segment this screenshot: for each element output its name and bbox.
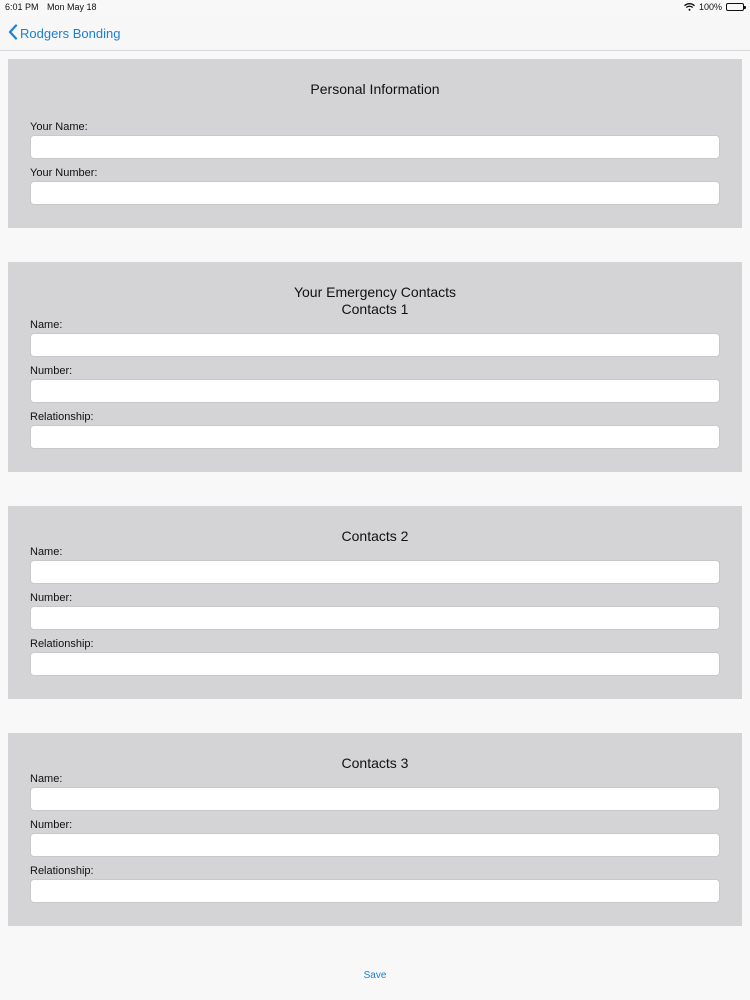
- status-date: Mon May 18: [47, 2, 97, 12]
- name-label: Name:: [30, 546, 63, 558]
- name-label: Name:: [30, 319, 63, 331]
- navigation-bar: [0, 16, 750, 51]
- relationship-label: Relationship:: [30, 638, 94, 650]
- contact-2-number-input[interactable]: [30, 606, 720, 630]
- contacts-2-section: [8, 506, 742, 699]
- back-button[interactable]: [8, 24, 120, 43]
- contact-3-name-input[interactable]: [30, 787, 720, 811]
- your-name-label: Your Name:: [30, 121, 88, 133]
- status-indicators: [684, 2, 744, 12]
- your-number-input[interactable]: [30, 181, 720, 205]
- section-title: Contacts 2: [341, 528, 409, 544]
- personal-info-section: [8, 59, 742, 228]
- status-bar: [0, 0, 750, 16]
- contact-2-relationship-input[interactable]: [30, 652, 720, 676]
- your-name-input[interactable]: [30, 135, 720, 159]
- status-time: 6:01 PM: [5, 2, 39, 12]
- contact-2-name-input[interactable]: [30, 560, 720, 584]
- relationship-label: Relationship:: [30, 411, 94, 423]
- chevron-left-icon: [8, 24, 20, 43]
- number-label: Number:: [30, 819, 73, 831]
- contact-1-name-input[interactable]: [30, 333, 720, 357]
- section-title: Contacts 3: [341, 755, 409, 771]
- contacts-1-section: [8, 262, 742, 472]
- contact-3-relationship-input[interactable]: [30, 879, 720, 903]
- your-number-label: Your Number:: [30, 167, 98, 179]
- wifi-icon: [684, 3, 695, 11]
- contact-3-number-input[interactable]: [30, 833, 720, 857]
- section-title: Contacts 1: [341, 301, 409, 317]
- contact-1-relationship-input[interactable]: [30, 425, 720, 449]
- relationship-label: Relationship:: [30, 865, 94, 877]
- emergency-contacts-heading: Your Emergency Contacts: [293, 284, 457, 300]
- save-button[interactable]: Save: [363, 970, 387, 981]
- number-label: Number:: [30, 365, 73, 377]
- contacts-3-section: [8, 733, 742, 926]
- section-title: Personal Information: [310, 81, 440, 97]
- name-label: Name:: [30, 773, 63, 785]
- contact-1-number-input[interactable]: [30, 379, 720, 403]
- battery-icon: [726, 3, 744, 11]
- number-label: Number:: [30, 592, 73, 604]
- back-button-label: Rodgers Bonding: [20, 26, 121, 41]
- battery-percent: 100%: [698, 2, 722, 12]
